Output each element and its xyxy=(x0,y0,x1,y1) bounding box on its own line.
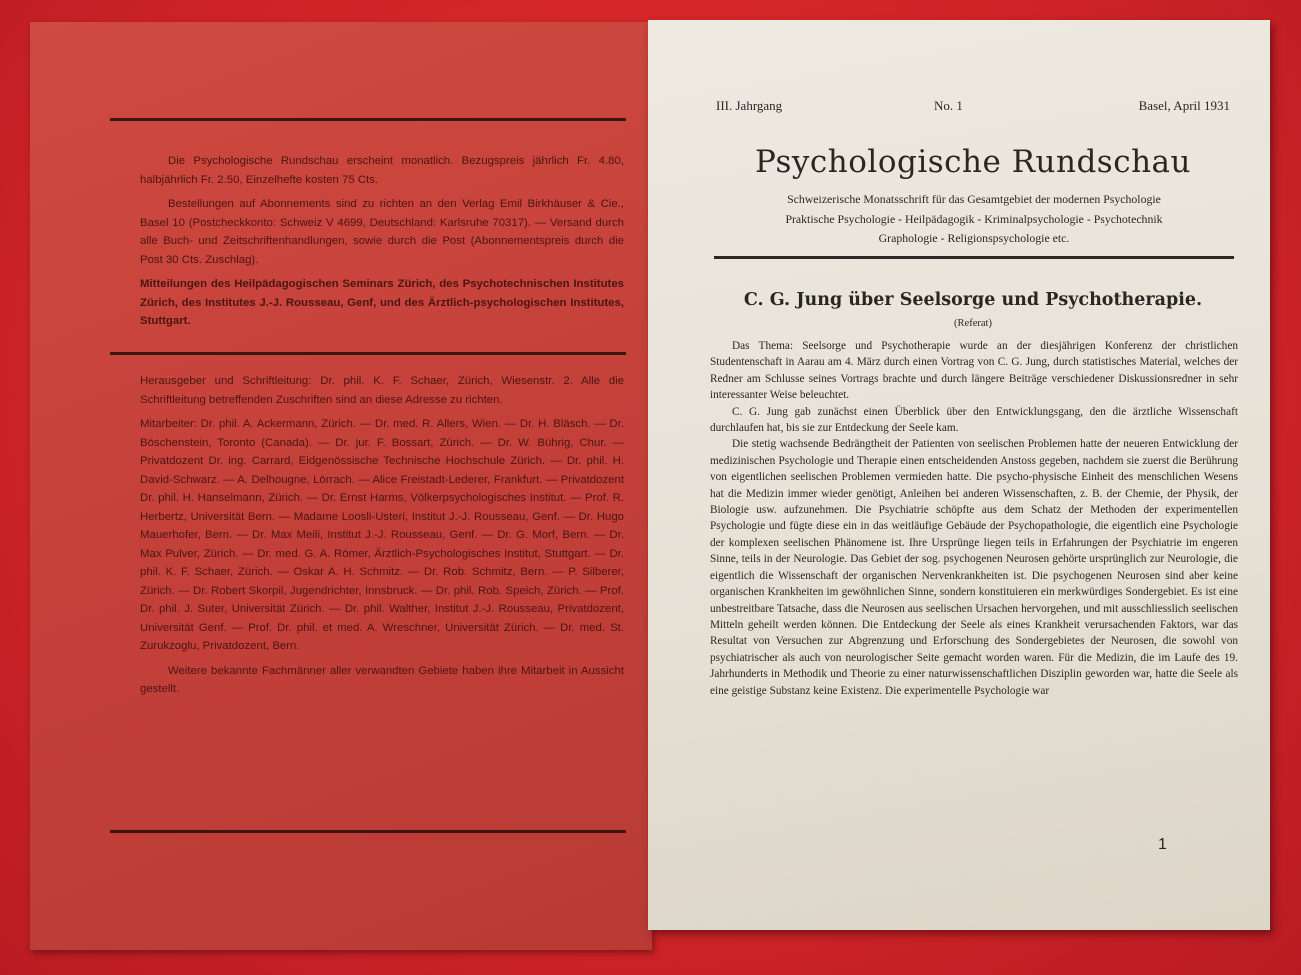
place-date-label: Basel, April 1931 xyxy=(1138,98,1230,113)
body-paragraph-3: Die stetig wachsende Bedrängtheit der Patienten von seelischen Problemen hatte der neueren Entwicklung der medizinischen Psychologie und Therapie einen entscheidenden Anstoss gegeben, nachdem sie zuerst die Berührung von eigentlichen seelischen Problemen vermieden hatte. Die psycho-physische Einheit des menschlichen Wesens hat die Medizin immer wieder genötigt, Anleihen bei anderen Wissenschaften, z. B. der Chemie, der Physik, der Biologie usw. aufzunehmen. Die Psychiatrie schöpfte aus dem Schatz der Methoden der experimentellen Psychologie und fügte diese ein in das weitläufige Gebäude der Psychopathologie, die eigentlich eine Psychologie der komplexen seelischen Phänomene ist. Ihre Ursprünge liegen teils in Erfahrungen der Psychiatrie im engeren Sinne, teils in der Neurologie. Das Gebiet der sog. psychogenen Neurosen gehörte ursprünglich zur Neurologie, die eigentlich die Wissenschaft der organischen Nervenkrankheiten ist. Die psychogenen Neurosen sind aber keine organischen Krankheiten im gewöhnlichen Sinne, sondern konstituieren ein merkwürdiges Sondergebiet. Es ist eine unbestreitbare Tatsache, dass die Neurosen aus seelischen Ursachen hervorgehen, und mit ausschliesslich seelischen Mitteln geheilt werden können. Die Entdeckung der Seele als eines Krankheit verursachenden Faktors, war das Resultat von Versuchen zur Abgrenzung und Erforschung des Sondergebietes der Neurosen, die sowohl von psychiatrischer als auch von neurologischer Seite gemacht worden waren. Für die Medizin, die im Laufe des 19. Jahrhunderts in Methodik und Theorie zu einer naturwissenschaftlichen Disziplin geworden war, hatte die Seele als eine geistige Substanz keine Existenz. Die experimentelle Psychologie war xyxy=(710,438,1238,697)
article-body xyxy=(710,338,1238,699)
article-title: C. G. Jung über Seelsorge und Psychotherapie. xyxy=(743,290,1203,310)
back-cover xyxy=(30,22,652,950)
page-number: 1 xyxy=(1158,836,1167,853)
communications-paragraph: Mitteilungen des Heilpädagogischen Seminars Zürich, des Psychotechnischen Institutes Zürich, des Institutes J.-J. Rousseau, Genf, und des Ärztlich-psychologischen Institutes, Stuttgart. xyxy=(140,278,624,327)
journal-title: Psychologische Rundschau xyxy=(754,144,1191,180)
front-page xyxy=(648,20,1270,930)
top-rule xyxy=(110,118,626,121)
article-note: (Referat) xyxy=(954,318,992,329)
editorial-info xyxy=(140,372,624,705)
bottom-rule xyxy=(110,830,626,833)
contributors-paragraph: Mitarbeiter: Dr. phil. A. Ackermann, Zürich. — Dr. med. R. Allers, Wien. — Dr. H. Bläsch. — Dr. Böschenstein, Toronto (Canada). — Dr. jur. F. Bossart, Zürich. — Dr. W. Bührig, Chur. — Privatdozent Dr. ing. Carrard, Eidgenössische Technische Hochschule Zürich. — Dr. phil. H. David-Schwarz. — A. Delhougne, Lörrach. — Alice Freistadt-Lederer, Frankfurt. — Privatdozent Dr. phil. H. Hanselmann, Zürich. — Dr. Ernst Harms, Völkerpsychologisches Institut. — Prof. R. Herbertz, Universität Bern. — Madame Loosli-Usteri, Institut J.-J. Rousseau, Genf. — Dr. Hugo Mauerhofer, Bern. — Dr. Max Meili, Institut J.-J. Rousseau, Genf. — Dr. G. Morf, Bern. — Dr. Max Pulver, Zürich. — Dr. med. G. A. Römer, Ärztlich-Psychologisches Institut, Stuttgart. — Dr. phil. K. F. Schaer, Zürich. — Oskar A. H. Schmitz. — Dr. Rob. Schmitz, Bern. — P. Silberer, Zürich. — Dr. Robert Skorpil, Jugendrichter, Innsbruck. — Dr. phil. Rob. Speich, Zürich. — Prof. Dr. phil. J. Suter, Universität Zürich. — Dr. phil. Walther, Institut J.-J. Rousseau, Privatdozent, Universität Genf. — Prof. Dr. phil. et med. A. Wreschner, Universität Zürich. — Dr. med. St. Zurukzoglu, Privatdozent, Bern. xyxy=(140,418,624,652)
subscription-paragraph: Die Psychologische Rundschau erscheint monatlich. Bezugspreis jährlich Fr. 4.80, halbjährlich Fr. 2.50, Einzelhefte kosten 75 Cts. xyxy=(140,155,624,186)
closing-paragraph: Weitere bekannte Fachmänner aller verwandten Gebiete haben ihre Mitarbeit in Aussicht gestellt. xyxy=(140,664,624,695)
body-paragraph-2: C. G. Jung gab zunächst einen Überblick über den Entwicklungsgang, den die ärztliche Wissenschaft durchlaufen hat, bis sie zur Entdeckung der Seele kam. xyxy=(710,405,1238,435)
orders-paragraph: Bestellungen auf Abonnements sind zu richten an den Verlag Emil Birkhäuser & Cie., Basel 10 (Postcheckkonto: Schweiz V 4699, Deutschland: Karlsruhe 70317). — Versand durch alle Buch- und Zeitschriftenhandlungen, sowie durch die Post (Abonnementspreis durch die Post 30 Cts. Zuschlag). xyxy=(140,198,624,266)
subtitle-line-2: Praktische Psychologie - Heilpädagogik - Kriminalpsychologie - Psychotechnik xyxy=(785,211,1163,226)
subtitle-line-1: Schweizerische Monatsschrift für das Gesamtgebiet der modernen Psychologie xyxy=(787,192,1161,206)
journal-subtitle xyxy=(710,190,1238,249)
editor-paragraph: Herausgeber und Schriftleitung: Dr. phil. K. F. Schaer, Zürich, Wiesenstr. 2. Alle die Schriftleitung betreffenden Zuschriften sind an diese Adresse zu richten. xyxy=(140,375,624,406)
publication-info xyxy=(140,152,624,337)
subtitle-line-3: Graphologie - Religionspsychologie etc. xyxy=(878,231,1070,245)
issue-label: No. 1 xyxy=(934,98,963,113)
volume-label: III. Jahrgang xyxy=(716,98,783,113)
masthead-rule xyxy=(714,256,1234,259)
body-paragraph-1: Das Thema: Seelsorge und Psychotherapie wurde an der diesjährigen Konferenz der christlichen Studentenschaft in Aarau am 4. März durch einen Vortrag von C. G. Jung, durch statistisches Material, welches der Redner am Schlusse seines Vortrags brachte und durch längere Beiträge verschiedener Diskussionsredner in sehr interessanter Weise beleuchtet. xyxy=(710,340,1238,402)
middle-rule xyxy=(110,352,626,355)
